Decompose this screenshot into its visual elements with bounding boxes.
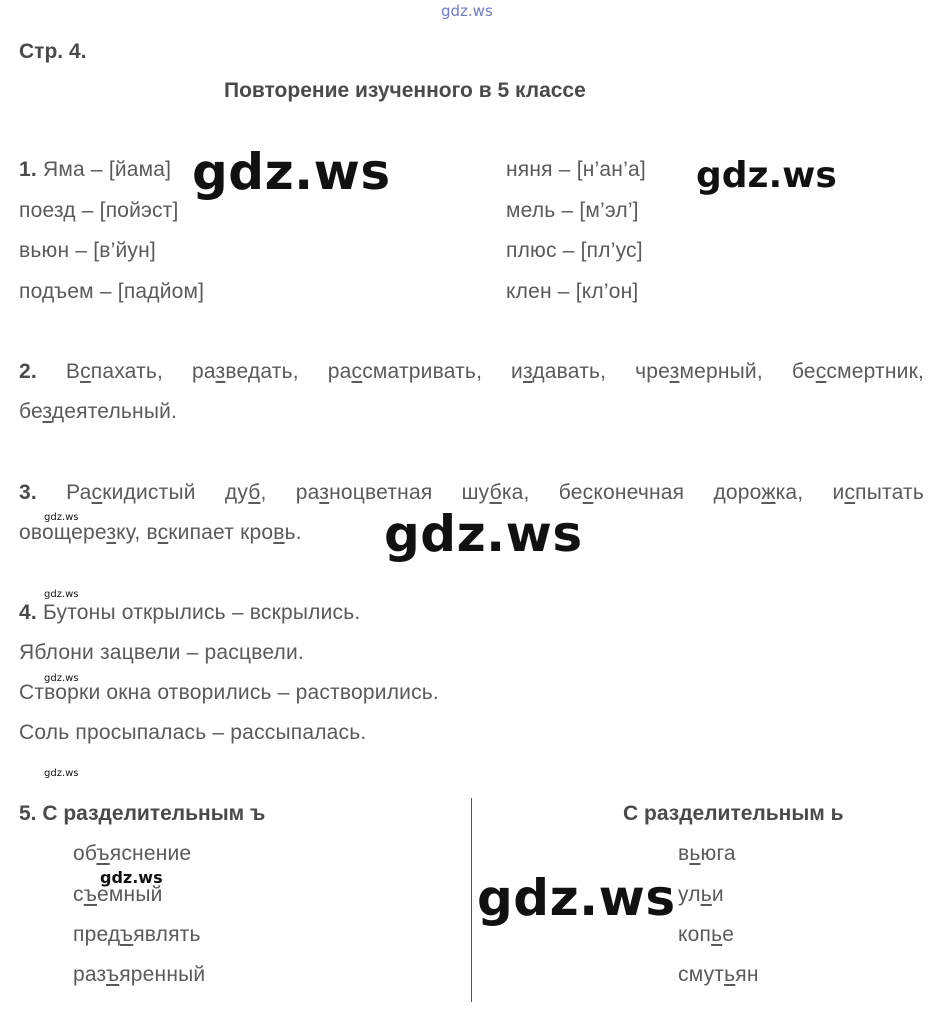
watermark-tiny-2: gdz.ws [44, 589, 79, 600]
watermark-tiny-3: gdz.ws [44, 673, 79, 684]
word: разведать, [192, 360, 299, 383]
task2-line-2: бездеятельный. [19, 400, 178, 423]
word: шубка, [461, 481, 530, 504]
task1-left-row-2: поезд – [пойэст] [19, 199, 179, 222]
task4-line-3: Створки окна отворились – растворились. [19, 681, 439, 704]
task1-right-row-1: няня – [н’ан’а] [506, 158, 646, 181]
watermark-big-1: gdz.ws [192, 143, 391, 201]
word: дорожка, [713, 481, 804, 504]
task4-line-2: Яблони зацвели – расцвели. [19, 641, 304, 664]
watermark-tiny-1: gdz.ws [44, 512, 79, 523]
task3-line-2: овощерезку, вскипает кровь. [19, 521, 302, 544]
task1-right-row-3: плюс – [пл’ус] [506, 239, 643, 262]
task2-line-1 [19, 360, 924, 384]
task4-line-4: Соль просыпалась – рассыпалась. [19, 721, 367, 744]
word: чрезмерный, [635, 360, 763, 383]
word: бесконечная [558, 481, 685, 504]
task5-right-item-3: копье [678, 923, 735, 946]
watermark-tiny-4: gdz.ws [44, 768, 79, 779]
word: испытать [832, 481, 924, 504]
task5-left-item-2: съемный [73, 883, 163, 906]
task5-left-item-4: разъяренный [73, 963, 206, 986]
watermark-top: gdz.ws [441, 2, 493, 20]
task-number: 1. [19, 158, 37, 181]
task3-line-1 [19, 481, 924, 505]
task1-left-row-4: подъем – [падйом] [19, 280, 205, 303]
task5-left-header: 5. С разделительным ъ [19, 802, 266, 825]
word: разноцветная [295, 481, 433, 504]
task5-right-item-4: смутьян [678, 963, 759, 986]
word: Вспахать, [65, 360, 164, 383]
task1-left-row-3: вьюн – [в’йун] [19, 239, 156, 262]
word: рассматривать, [327, 360, 483, 383]
watermark-big-3: gdz.ws [477, 869, 676, 927]
column-divider [471, 798, 472, 1002]
word: бессмертник, [791, 360, 924, 383]
task5-left-item-1: объяснение [73, 842, 192, 865]
task4-line-1: 4. Бутоны открылись – вскрылись. [19, 601, 361, 624]
watermark-mid-1: gdz.ws [696, 155, 837, 196]
task5-right-item-2: ульи [678, 883, 724, 906]
word: дуб, [224, 481, 267, 504]
word: издавать, [511, 360, 607, 383]
task-number: 3. [19, 481, 37, 504]
watermark-big-2: gdz.ws [384, 505, 583, 563]
task5-left-item-3: предъявлять [73, 923, 201, 946]
page-label: Стр. 4. [19, 40, 87, 63]
task5-right-header: С разделительным ь [623, 802, 844, 825]
task1-left-row-1: 1. Яма – [йама] [19, 158, 172, 181]
watermark-small-1: gdz.ws [100, 868, 163, 887]
word: Раскидистый [66, 481, 196, 504]
task1-right-row-4: клен – [кл’он] [506, 280, 639, 303]
page-title: Повторение изученного в 5 классе [224, 79, 586, 102]
task-number: 2. [19, 360, 37, 383]
task-number: 4. [19, 601, 37, 624]
task5-right-item-1: вьюга [678, 842, 736, 865]
task-number: 5. [19, 802, 37, 825]
task1-right-row-2: мель – [м’эл’] [506, 199, 639, 222]
